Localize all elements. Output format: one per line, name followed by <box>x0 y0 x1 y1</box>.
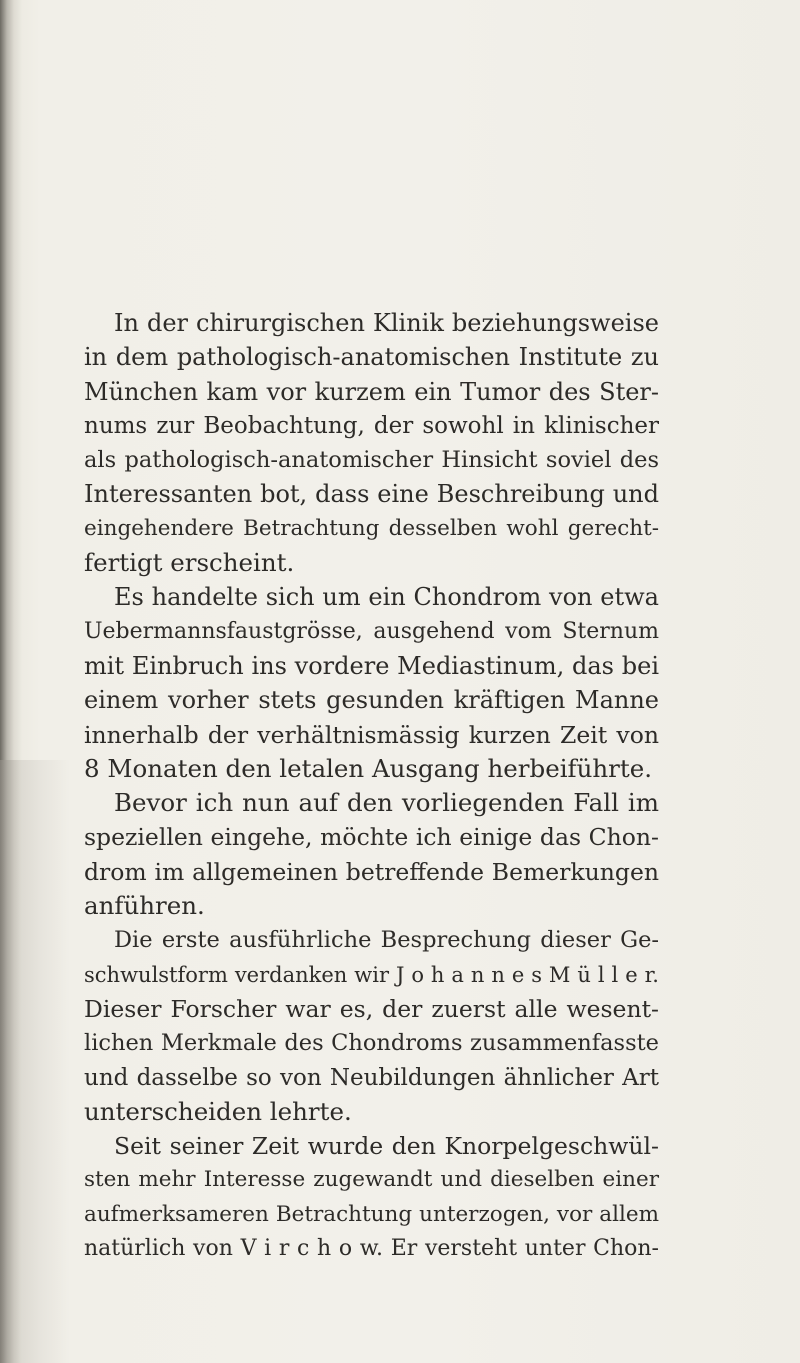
text-line: schwulstform verdanken wir J o h a n n e s M ü l l e r. <box>84 962 659 987</box>
text-line: speziellen eingehe, möchte ich einige das Chon- <box>84 823 659 852</box>
text-line: als pathologisch-anatomischer Hinsicht soviel des <box>84 447 659 474</box>
text-line: lichen Merkmale des Chondroms zusammenfasste <box>84 1030 659 1057</box>
text-line: sten mehr Interesse zugewandt und dieselben einer <box>84 1167 659 1193</box>
text-line: Es handelte sich um ein Chondrom von etwa <box>114 583 659 612</box>
text-line: unterscheiden lehrte. <box>84 1096 352 1126</box>
body-text <box>84 306 659 1266</box>
text-line: Dieser Forscher war es, der zuerst alle wesent- <box>84 994 659 1023</box>
text-line: nums zur Beobachtung, der sowohl in klinischer <box>84 412 659 439</box>
text-line: Uebermannsfaustgrösse, ausgehend vom Sternum <box>84 618 659 644</box>
text-line: Interessanten bot, dass eine Beschreibung und <box>84 480 659 509</box>
text-line: innerhalb der verhältnismässig kurzen Zeit von <box>84 720 659 749</box>
text-line: fertigt erscheint. <box>84 548 295 578</box>
text-line: München kam vor kurzem ein Tumor des Ster- <box>84 377 659 406</box>
text-line: drom im allgemeinen betreffende Bemerkungen <box>84 857 659 886</box>
text-line: mit Einbruch ins vordere Mediastinum, das bei <box>84 651 659 680</box>
text-line: 8 Monaten den letalen Ausgang herbeiführte. <box>84 753 653 783</box>
text-line: eingehendere Betrachtung desselben wohl gerecht- <box>84 515 659 541</box>
text-line: in dem pathologisch-anatomischen Institute zu <box>84 343 659 372</box>
text-line: einem vorher stets gesunden kräftigen Manne <box>84 686 659 715</box>
page-shadow <box>0 760 70 1363</box>
text-line: Die erste ausführliche Besprechung dieser Ge- <box>114 927 659 954</box>
text-line: natürlich von V i r c h o w. Er versteht unter Chon- <box>84 1236 659 1262</box>
text-line: aufmerksameren Betrachtung unterzogen, vor allem <box>84 1201 659 1227</box>
text-line: In der chirurgischen Klinik beziehungsweise <box>114 309 659 337</box>
text-line: anführen. <box>84 891 205 921</box>
text-line: und dasselbe so von Neubildungen ähnlicher Art <box>84 1064 659 1091</box>
text-line: Seit seiner Zeit wurde den Knorpelgeschwül- <box>114 1132 659 1161</box>
text-line: Bevor ich nun auf den vorliegenden Fall im <box>114 788 659 818</box>
